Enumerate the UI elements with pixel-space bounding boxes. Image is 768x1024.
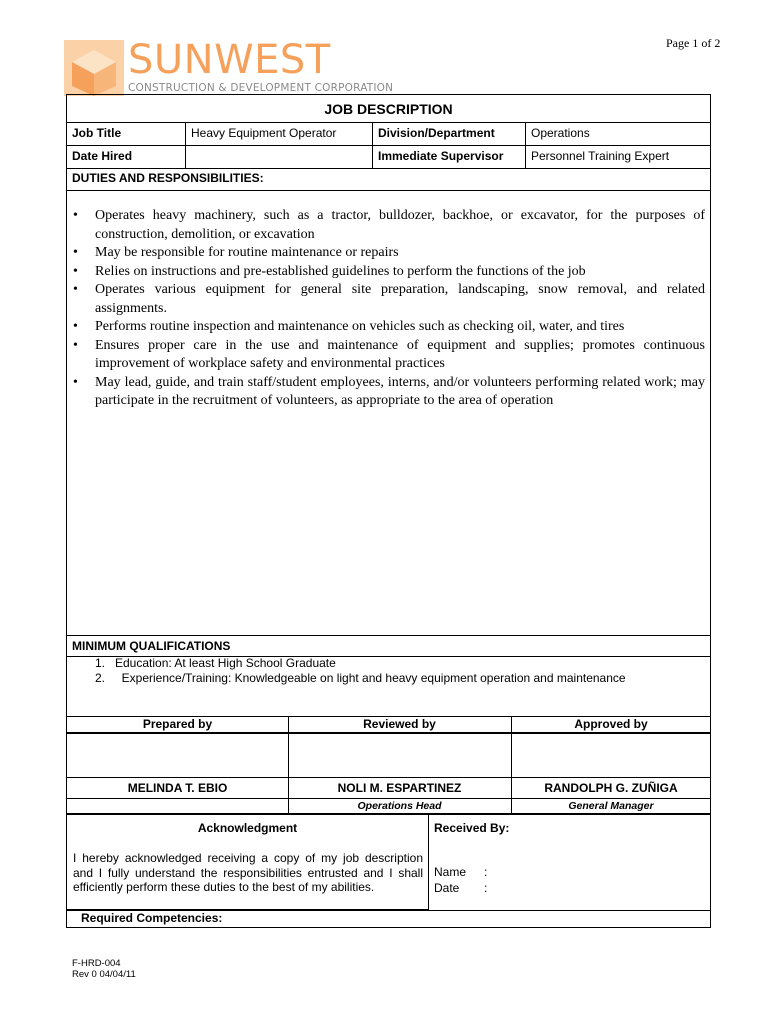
document-title: JOB DESCRIPTION [324,101,453,117]
duty-item: • May lead, guide, and train staff/student employees, interns, and/or volunteers performing related work; may participate in the recruitment of volunteers, as appropriate to the area of operation [73,374,705,408]
qualification-item: 1. Education: At least High School Graduate [95,656,336,670]
company-logo [64,37,394,96]
received-by-title: Received By: [434,821,510,835]
acknowledgment-title: Acknowledgment [197,821,298,835]
duties-list [73,207,705,411]
house-cube-icon [64,40,124,96]
reviewed-position: Operations Head [357,800,442,812]
received-name-row: Name : [434,865,488,879]
reviewed-name: NOLI M. ESPARTINEZ [337,781,462,795]
prepared-by-label: Prepared by [142,717,213,731]
job-description-form [66,94,711,734]
date-hired-label: Date Hired [72,149,133,163]
job-title-value: Heavy Equipment Operator [191,126,337,140]
duty-item: • Ensures proper care in the use and maintenance of equipment and supplies; promotes continuous improvement of workplace safety and environmental practices [73,337,705,371]
received-name-label: Name [434,865,467,879]
job-title-label: Job Title [72,126,122,140]
form-code: F-HRD-004 [72,958,121,969]
duty-item: • Relies on instructions and pre-established guidelines to perform the functions of the job [73,263,586,279]
qualifications-heading: MINIMUM QUALIFICATIONS [72,639,231,653]
received-date-label: Date [434,881,460,895]
division-value: Operations [531,126,590,140]
prepared-name: MELINDA T. EBIO [127,781,228,795]
approved-name: RANDOLPH G. ZUÑIGA [544,781,678,795]
approved-position: General Manager [568,800,654,812]
page-number: Page 1 of 2 [666,36,721,50]
division-label: Division/Department [378,126,495,140]
reviewed-by-label: Reviewed by [363,717,436,731]
duty-item: • Operates heavy machinery, such as a tractor, bulldozer, backhoe, or excavator, for the purposes of construction, demolition, or excavation [73,208,705,242]
approved-by-label: Approved by [574,717,648,731]
form-revision: Rev 0 04/04/11 [72,969,136,980]
qualifications-list [95,656,626,686]
signature-table [66,716,711,814]
duty-item: • Performs routine inspection and maintenance on vehicles such as checking oil, water, and tires [73,319,625,334]
acknowledgment-text: I hereby acknowledged receiving a copy of my job description and I fully understand the responsibilities entrusted and I shall efficiently perform these duties to the best of my abilities. [73,851,423,894]
supervisor-value: Personnel Training Expert [531,149,670,163]
logo-name: SUNWEST [128,37,331,83]
received-date-row: Date : [434,881,488,895]
received-by-box [428,814,711,911]
form-footer [72,958,136,980]
acknowledgment-box [66,814,429,910]
duties-heading: DUTIES AND RESPONSIBILITIES: [72,171,264,185]
logo-subtitle: CONSTRUCTION & DEVELOPMENT CORPORATION [128,82,394,94]
duty-item: • Operates various equipment for general site preparation, landscaping, snow removal, and related assignments. [73,282,705,316]
duty-item: • May be responsible for routine maintenance or repairs [73,245,399,260]
competencies-label: Required Competencies: [81,911,223,925]
supervisor-label: Immediate Supervisor [378,149,504,163]
qualification-item: 2. Experience/Training: Knowledgeable on light and heavy equipment operation and maintenance [95,671,626,685]
competencies-row [66,910,711,928]
